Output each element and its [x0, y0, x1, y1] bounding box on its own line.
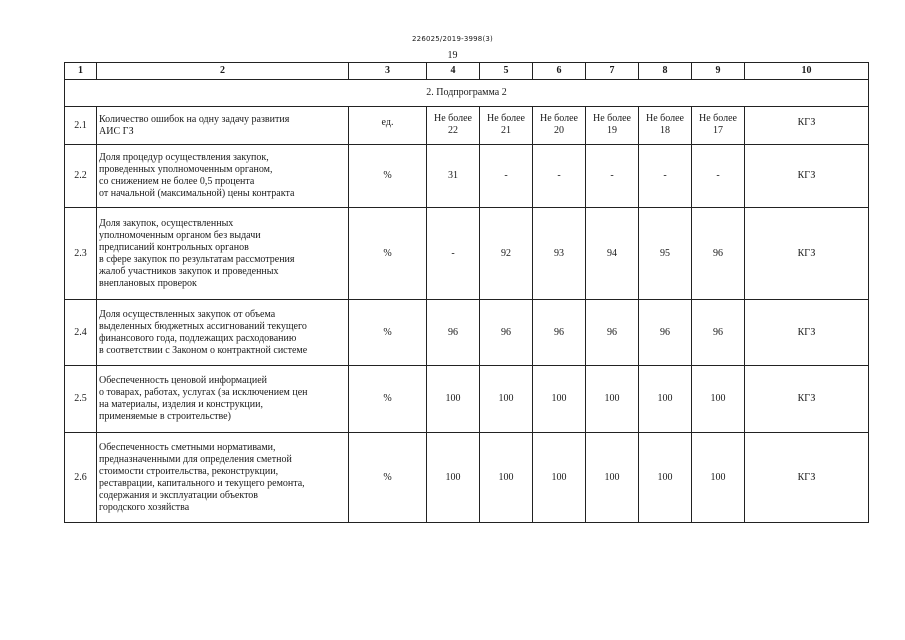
header-cell-3: 3	[349, 63, 427, 80]
indicators-table	[64, 62, 869, 523]
value-cell: 31	[427, 145, 480, 208]
responsible-cell: КГЗ	[745, 300, 869, 366]
value-cell: Не более 18	[639, 107, 692, 145]
table-row	[65, 208, 869, 300]
unit-cell: %	[349, 145, 427, 208]
header-cell-6: 6	[533, 63, 586, 80]
header-cell-4: 4	[427, 63, 480, 80]
value-cell: 100	[533, 366, 586, 433]
value-cell: Не более 17	[692, 107, 745, 145]
value-cell: 100	[586, 433, 639, 523]
value-cell: 100	[692, 366, 745, 433]
value-cell: 100	[427, 433, 480, 523]
value-cell: Не более 19	[586, 107, 639, 145]
value-cell: 96	[427, 300, 480, 366]
table-row	[65, 145, 869, 208]
table-row	[65, 366, 869, 433]
row-number: 2.3	[65, 208, 97, 300]
header-cell-1: 1	[65, 63, 97, 80]
document-id: 226025/2019-3998(3)	[412, 35, 493, 43]
value-cell: -	[639, 145, 692, 208]
section-row	[65, 80, 869, 107]
indicator-name: Обеспеченность ценовой информацией о товарах, работах, услугах (за исключением цен на материалы, изделия и конструкции, применяемые в строительстве)	[97, 366, 349, 433]
section-title: 2. Подпрограмма 2	[65, 80, 869, 107]
unit-cell: ед.	[349, 107, 427, 145]
value-cell: 100	[480, 433, 533, 523]
page-number: 19	[447, 50, 458, 61]
row-number: 2.1	[65, 107, 97, 145]
table-row	[65, 433, 869, 523]
value-cell: 96	[533, 300, 586, 366]
value-cell: 100	[692, 433, 745, 523]
value-cell: 100	[533, 433, 586, 523]
row-number: 2.5	[65, 366, 97, 433]
value-cell: 100	[586, 366, 639, 433]
unit-cell: %	[349, 433, 427, 523]
table-row	[65, 107, 869, 145]
value-cell: 100	[480, 366, 533, 433]
indicator-name: Доля закупок, осуществленных уполномоченным органом без выдачи предписаний контрольных органов в сфере закупок по результатам рассмотрения жалоб участников закупок и проведенных внеплановых проверок	[97, 208, 349, 300]
unit-cell: %	[349, 300, 427, 366]
responsible-cell: КГЗ	[745, 145, 869, 208]
value-cell: Не более 20	[533, 107, 586, 145]
header-cell-8: 8	[639, 63, 692, 80]
responsible-cell: КГЗ	[745, 208, 869, 300]
header-cell-10: 10	[745, 63, 869, 80]
value-cell: 96	[480, 300, 533, 366]
value-cell: 96	[692, 300, 745, 366]
header-row	[65, 63, 869, 80]
row-number: 2.6	[65, 433, 97, 523]
indicator-name: Доля процедур осуществления закупок, проведенных уполномоченным органом, со снижением не более 0,5 процента от начальной (максимальной) цены контракта	[97, 145, 349, 208]
indicator-name: Доля осуществленных закупок от объема выделенных бюджетных ассигнований текущего финансового года, подлежащих расходованию в соответствии с Законом о контрактной системе	[97, 300, 349, 366]
value-cell: 93	[533, 208, 586, 300]
value-cell: Не более 22	[427, 107, 480, 145]
value-cell: 96	[692, 208, 745, 300]
value-cell: -	[692, 145, 745, 208]
responsible-cell: КГЗ	[745, 433, 869, 523]
responsible-cell: КГЗ	[745, 107, 869, 145]
value-cell: 94	[586, 208, 639, 300]
unit-cell: %	[349, 208, 427, 300]
value-cell: Не более 21	[480, 107, 533, 145]
table-row	[65, 300, 869, 366]
value-cell: -	[586, 145, 639, 208]
value-cell: -	[533, 145, 586, 208]
value-cell: 92	[480, 208, 533, 300]
unit-cell: %	[349, 366, 427, 433]
indicator-name: Количество ошибок на одну задачу развития АИС ГЗ	[97, 107, 349, 145]
value-cell: 96	[586, 300, 639, 366]
header-cell-5: 5	[480, 63, 533, 80]
value-cell: 100	[639, 366, 692, 433]
value-cell: -	[480, 145, 533, 208]
row-number: 2.2	[65, 145, 97, 208]
value-cell: -	[427, 208, 480, 300]
value-cell: 100	[427, 366, 480, 433]
header-cell-7: 7	[586, 63, 639, 80]
indicator-name: Обеспеченность сметными нормативами, предназначенными для определения сметной стоимости строительства, реконструкции, реставрации, капитального и текущего ремонта, содержания и эксплуатации объектов городского хозяйства	[97, 433, 349, 523]
row-number: 2.4	[65, 300, 97, 366]
value-cell: 96	[639, 300, 692, 366]
value-cell: 95	[639, 208, 692, 300]
responsible-cell: КГЗ	[745, 366, 869, 433]
header-cell-2: 2	[97, 63, 349, 80]
value-cell: 100	[639, 433, 692, 523]
header-cell-9: 9	[692, 63, 745, 80]
